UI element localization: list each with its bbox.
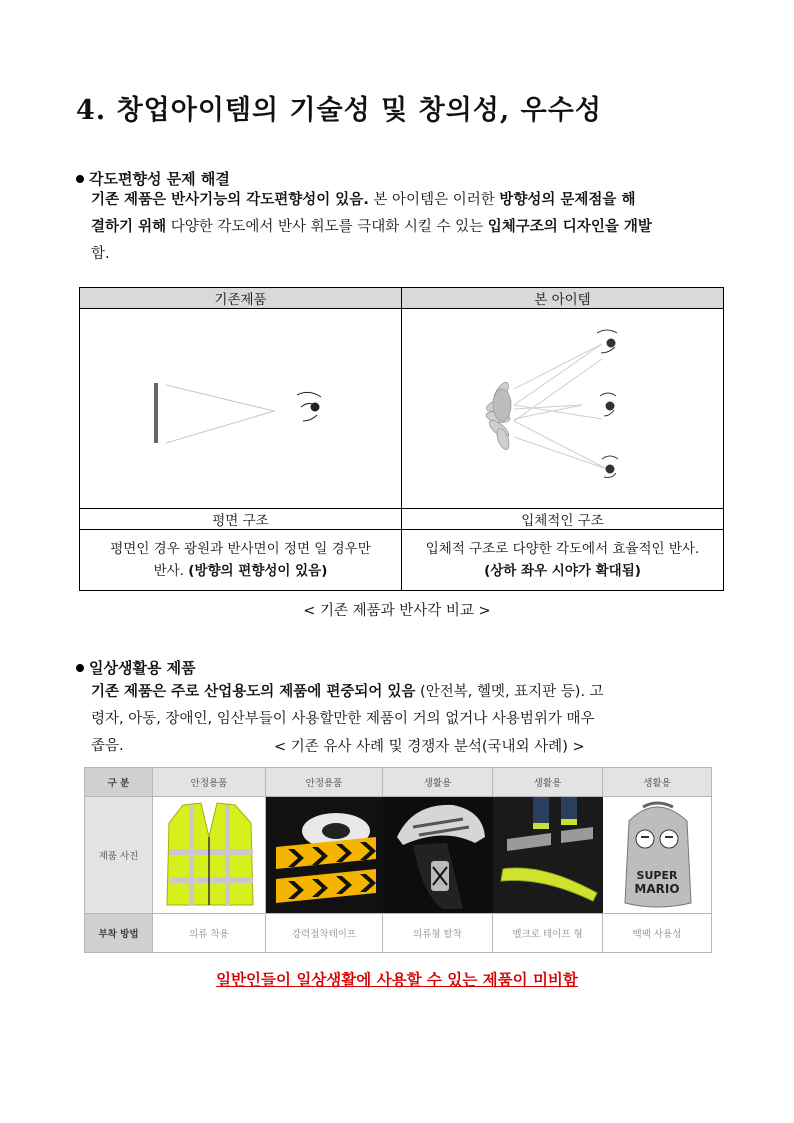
desc-bold: (방향의 편향성이 있음)	[188, 563, 328, 579]
section1-heading-text: 각도편향성 문제 해결	[89, 170, 230, 188]
method-cell: 강력접착테이프	[266, 914, 383, 953]
safety-vest-photo	[153, 797, 266, 914]
row-header-method: 부착 방법	[85, 914, 153, 953]
para-bold: 방향성의 문제점을 해	[499, 192, 636, 208]
section1-heading	[76, 168, 230, 189]
para-bold: 입체구조의 디자인을 개발	[487, 219, 652, 235]
desc-line: 입체적 구조로 다양한 각도에서 효율적인 반사.	[425, 541, 700, 557]
para-text: 본 아이템은 이러한	[368, 192, 500, 208]
col-header-existing: 기존제품	[80, 288, 402, 309]
para-bold: 기존 제품은 주로 산업용도의 제품에 편중되어 있음	[91, 684, 416, 700]
comparison-table	[79, 287, 724, 591]
category-cell: 안정용품	[266, 768, 383, 797]
para-text: 다양한 각도에서 반사 휘도를 극대화 시킬 수 있는	[166, 219, 488, 235]
conclusion-text: 일반인들이 일상생활에 사용할 수 있는 제품이 미비함	[216, 971, 578, 989]
backpack-text-mario: MARIO	[634, 882, 680, 896]
method-cell: 백팩 사용성	[603, 914, 712, 953]
para-text: (안전복, 헬멧, 표지판 등). 고	[415, 684, 604, 700]
para-line	[91, 706, 721, 733]
backpack-photo	[603, 797, 712, 914]
category-cell: 생활용	[493, 768, 603, 797]
comparison-caption: < 기존 제품과 반사각 비교 >	[303, 603, 491, 619]
3d-reflection-diagram	[402, 309, 724, 509]
bullet-dot-icon	[76, 175, 84, 183]
flat-reflection-diagram	[80, 309, 402, 509]
desc-text: 반사.	[153, 563, 189, 579]
para-line	[91, 187, 731, 214]
method-cell: 벨크로 테이프 형	[493, 914, 603, 953]
section2-heading-text: 일상생활용 제품	[89, 659, 196, 677]
ankle-band-photo	[493, 797, 603, 914]
page-title: 4. 창업아이템의 기술성 및 창의성, 우수성	[76, 95, 602, 126]
desc-existing	[80, 530, 402, 591]
desc-item	[402, 530, 724, 591]
para-text: 령자, 아동, 장애인, 임산부들이 사용할만한 제품이 거의 없거나 사용범위가 매우	[91, 711, 595, 727]
row-header-photo: 제품 사진	[85, 797, 153, 914]
para-line	[91, 679, 721, 706]
category-cell: 생활용	[383, 768, 493, 797]
desc-bold: (상하 좌우 시야가 확대됨)	[484, 563, 641, 579]
para-bold: 기존 제품은 반사기능의 각도편향성이 있음.	[91, 192, 369, 208]
bullet-dot-icon	[76, 664, 84, 672]
method-cell: 의류 착용	[153, 914, 266, 953]
method-cell: 의류형 탈착	[383, 914, 493, 953]
category-cell: 생활용	[603, 768, 712, 797]
helmet-photo	[383, 797, 493, 914]
label-flat-structure: 평면 구조	[80, 509, 402, 530]
reflective-tape-photo	[266, 797, 383, 914]
competitor-caption: < 기존 유사 사례 및 경쟁자 분석(국내외 사례) >	[274, 739, 585, 755]
section2-heading	[76, 657, 196, 678]
para-text: 좁음.	[91, 738, 124, 754]
product-table	[84, 767, 712, 953]
desc-line: 평면인 경우 광원과 반사면이 정면 일 경우만	[110, 541, 371, 557]
section1-paragraph	[91, 187, 731, 268]
desc-line	[402, 560, 723, 582]
col-header-item: 본 아이템	[402, 288, 724, 309]
para-text: 함.	[91, 246, 110, 262]
para-line	[91, 241, 731, 268]
para-bold: 결하기 위해	[91, 219, 167, 235]
backpack-text-super: SUPER	[636, 869, 678, 882]
desc-line	[80, 560, 401, 582]
para-line	[91, 214, 731, 241]
category-cell: 안정용품	[153, 768, 266, 797]
label-3d-structure: 입체적인 구조	[402, 509, 724, 530]
row-header-category: 구 분	[85, 768, 153, 797]
